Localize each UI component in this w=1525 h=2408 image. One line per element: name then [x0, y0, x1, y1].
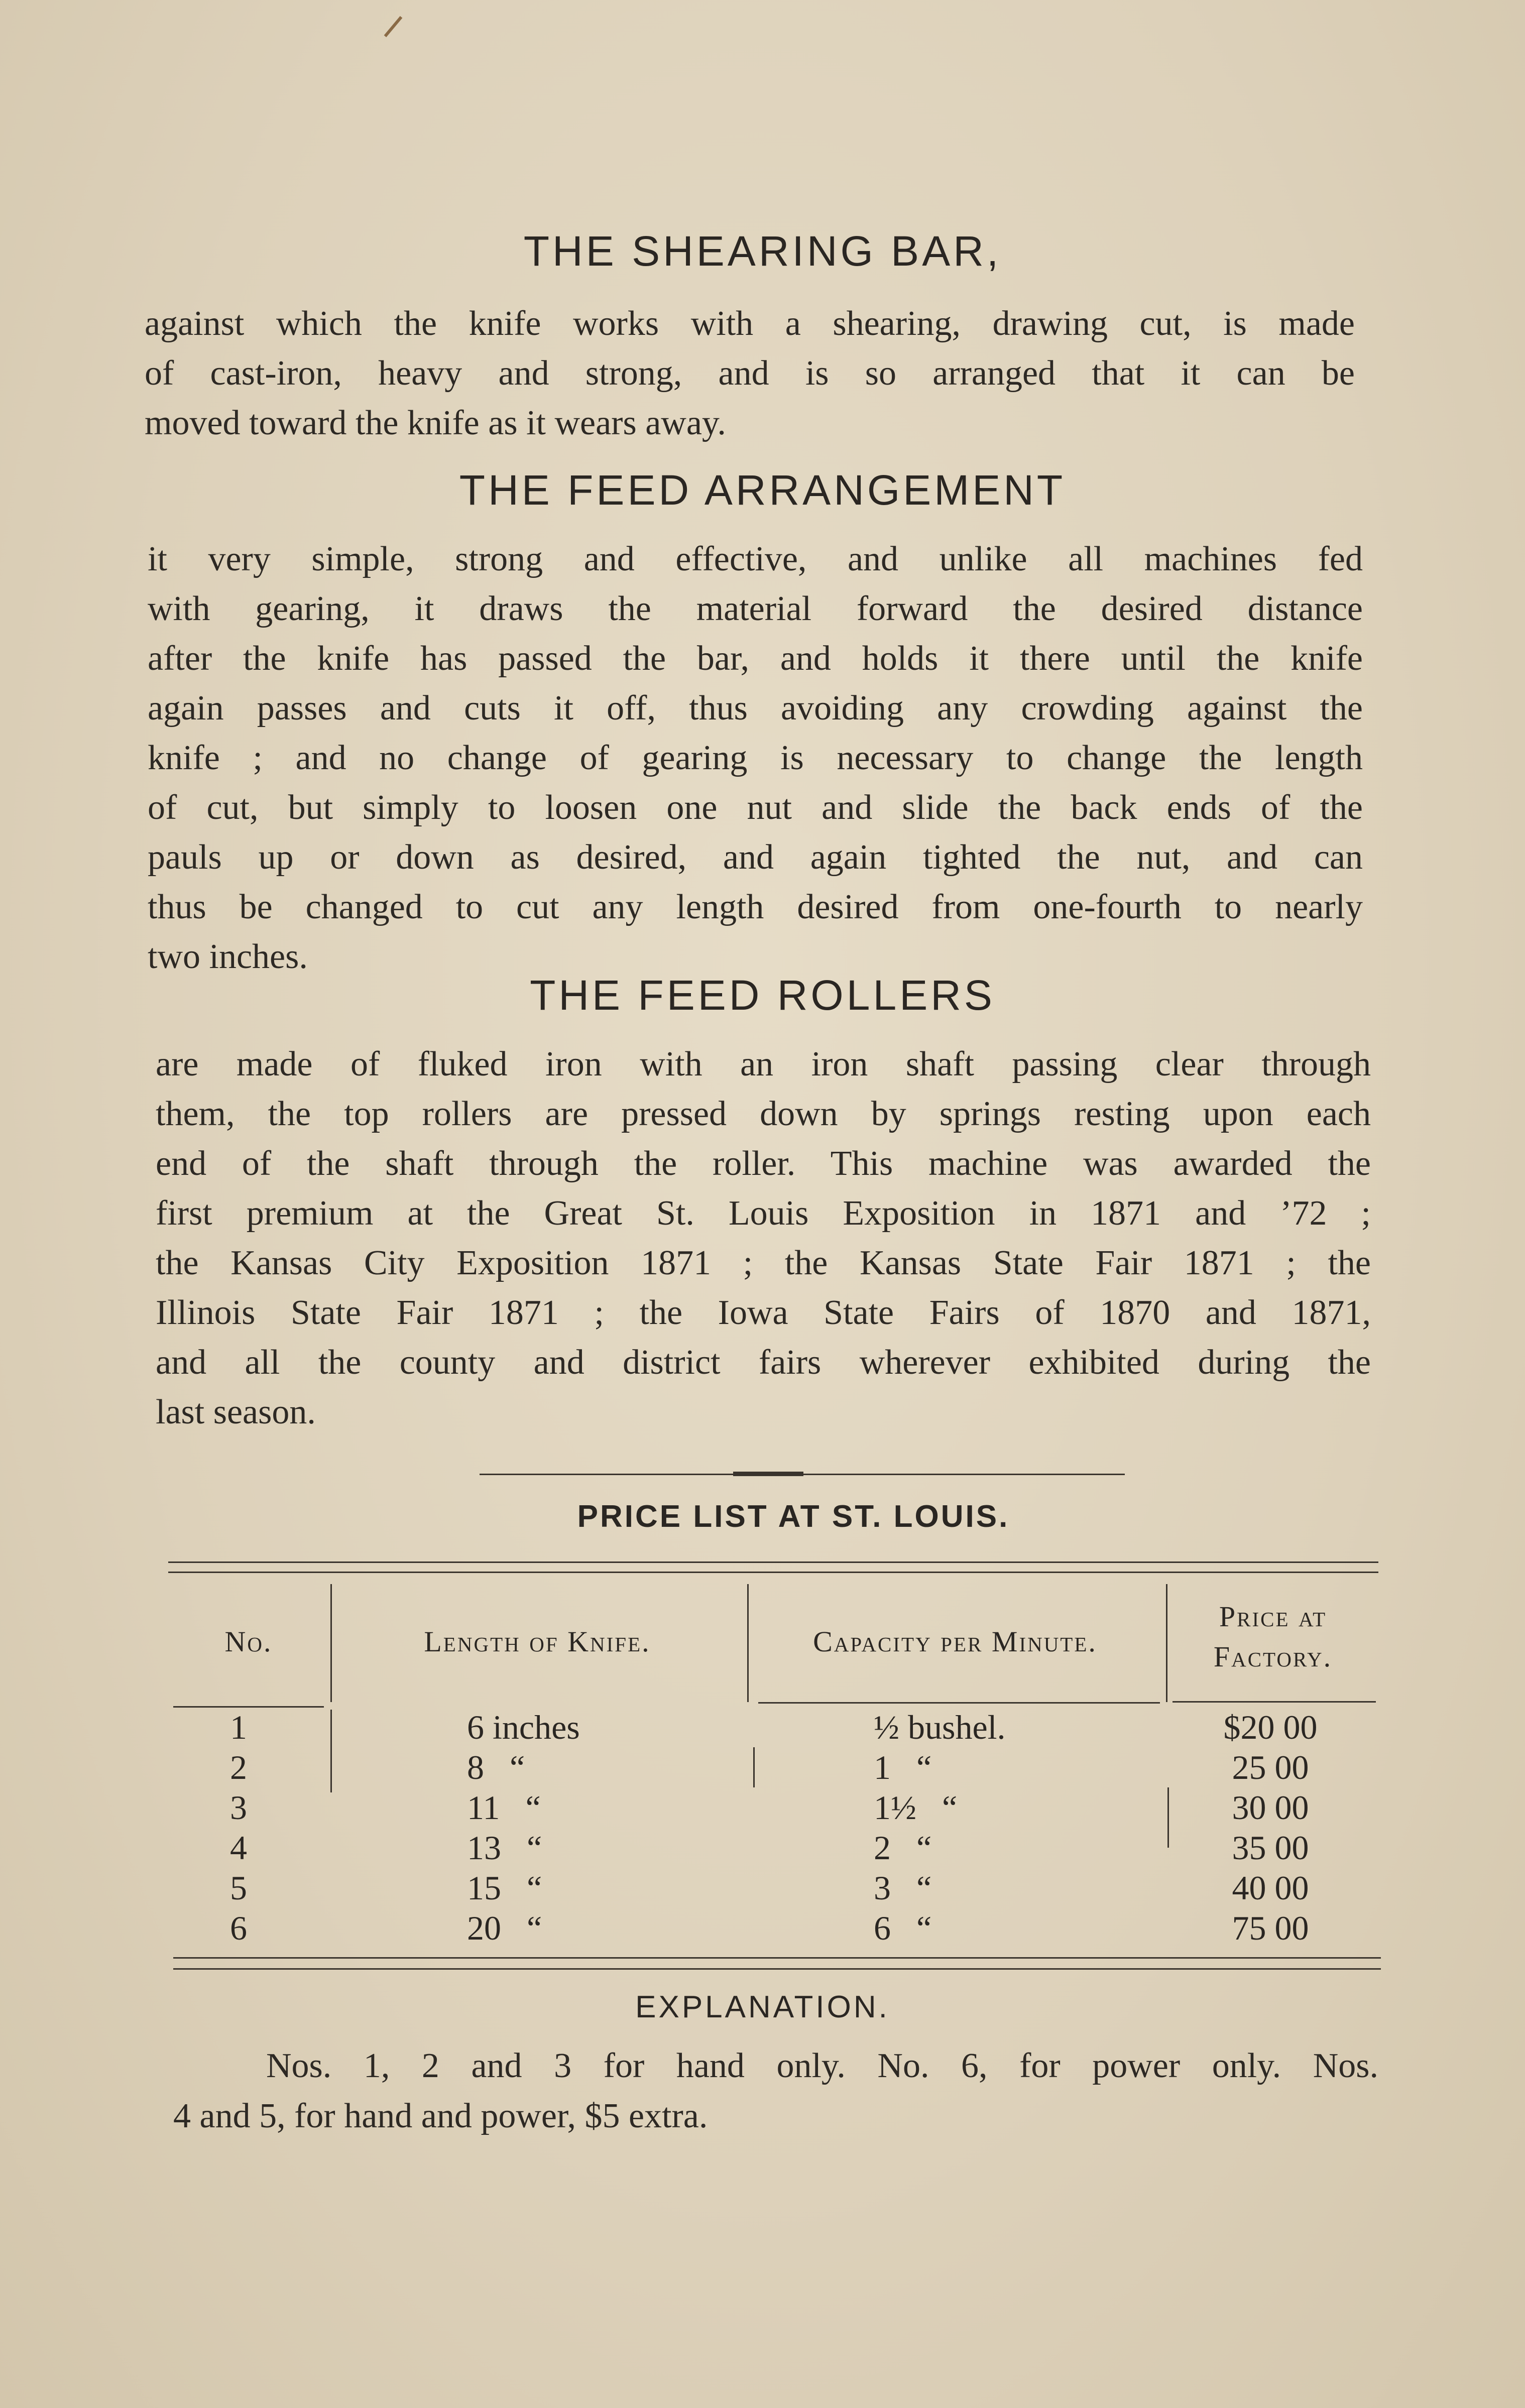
column-header-capacity: Capacity per Minute. [813, 1625, 1097, 1658]
cell-length: 20 “ [467, 1909, 542, 1947]
cell-no: 5 [230, 1869, 247, 1907]
column-divider [1166, 1584, 1167, 1702]
divider-accent [733, 1472, 803, 1476]
cell-capacity: 1½ “ [874, 1788, 958, 1827]
cell-length: 13 “ [467, 1829, 542, 1867]
column-header-price: Price at [1219, 1600, 1327, 1633]
column-divider [330, 1584, 332, 1702]
text-line: and all the county and district fairs wherever exhibited during the [156, 1343, 1371, 1382]
text-line: pauls up or down as desired, and again tighted the nut, and can [148, 838, 1363, 877]
cell-no: 2 [230, 1748, 247, 1786]
text-line: with gearing, it draws the material forward the desired distance [148, 589, 1363, 628]
table-top-rule [168, 1572, 1378, 1573]
cell-capacity: 6 “ [874, 1909, 932, 1947]
column-divider [747, 1584, 749, 1702]
text-line: Illinois State Fair 1871 ; the Iowa State Fairs of 1870 and 1871, [156, 1293, 1371, 1332]
paragraph-feed-arrangement [148, 534, 1363, 982]
text-line: again passes and cuts it off, thus avoiding any crowding against the [148, 689, 1363, 728]
text-line: knife ; and no change of gearing is necessary to change the length [148, 739, 1363, 777]
cell-no: 1 [230, 1708, 247, 1746]
text-line: end of the shaft through the roller. This machine was awarded the [156, 1144, 1371, 1183]
heading-feed-arrangement: THE FEED ARRANGEMENT [459, 466, 1066, 514]
text-line: of cast-iron, heavy and strong, and is so arranged that it can be [145, 354, 1355, 393]
cell-length: 6 inches [467, 1708, 580, 1746]
text-line: two inches. [148, 937, 308, 976]
explanation-line-1 [266, 2041, 1378, 2091]
ink-mark [384, 16, 403, 37]
text-line: after the knife has passed the bar, and holds it there until the knife [148, 639, 1363, 678]
cell-no: 3 [230, 1788, 247, 1827]
explanation-title: EXPLANATION. [635, 1990, 890, 2024]
explanation-line-2 [173, 2091, 1328, 2141]
text-line: thus be changed to cut any length desired from one-fourth to nearly [148, 888, 1363, 926]
cell-capacity: 2 “ [874, 1829, 932, 1867]
cell-price: 40 00 [1232, 1869, 1309, 1907]
header-underline [1172, 1701, 1376, 1703]
text-line: of cut, but simply to loosen one nut and slide the back ends of the [148, 788, 1363, 827]
text-line: the Kansas City Exposition 1871 ; the Kansas State Fair 1871 ; the [156, 1244, 1371, 1282]
text-line: are made of fluked iron with an iron shaft passing clear through [156, 1045, 1371, 1083]
cell-price: 25 00 [1232, 1748, 1309, 1786]
heading-shearing-bar: THE SHEARING BAR, [523, 227, 1002, 275]
text-line: them, the top rollers are pressed down by springs resting upon each [156, 1095, 1371, 1133]
heading-feed-rollers: THE FEED ROLLERS [530, 972, 995, 1019]
table-top-rule [168, 1561, 1378, 1563]
cell-price: 75 00 [1232, 1909, 1309, 1947]
text-line: it very simple, strong and effective, and unlike all machines fed [148, 540, 1363, 578]
paragraph-feed-rollers [156, 1039, 1371, 1437]
text-line: moved toward the knife as it wears away. [145, 404, 726, 442]
column-header-no: No. [224, 1625, 273, 1658]
column-header-price-line2: Factory. [1213, 1640, 1333, 1673]
text-line: against which the knife works with a shearing, drawing cut, is made [145, 304, 1355, 343]
cell-capacity: 1 “ [874, 1748, 932, 1786]
price-list-title: PRICE LIST AT ST. LOUIS. [577, 1499, 1010, 1534]
header-underline [758, 1702, 1160, 1704]
column-divider [1167, 1787, 1169, 1848]
table-bottom-rule [173, 1968, 1381, 1970]
cell-no: 6 [230, 1909, 247, 1947]
cell-length: 15 “ [467, 1869, 542, 1907]
cell-no: 4 [230, 1829, 247, 1867]
text-line: first premium at the Great St. Louis Exposition in 1871 and ’72 ; [156, 1194, 1371, 1233]
text-line: last season. [156, 1393, 316, 1431]
column-divider [330, 1710, 332, 1792]
cell-capacity: 3 “ [874, 1869, 932, 1907]
cell-price: 35 00 [1232, 1829, 1309, 1867]
text-line: Nos. 1, 2 and 3 for hand only. No. 6, for power only. Nos. [266, 2046, 1378, 2085]
paragraph-shearing-bar [145, 299, 1355, 448]
table-bottom-rule [173, 1957, 1381, 1959]
cell-price: 30 00 [1232, 1788, 1309, 1827]
cell-length: 8 “ [467, 1748, 525, 1786]
column-header-length: Length of Knife. [424, 1625, 651, 1658]
cell-length: 11 “ [467, 1788, 541, 1827]
cell-capacity: ½ bushel. [874, 1708, 1006, 1746]
text-line: 4 and 5, for hand and power, $5 extra. [173, 2097, 708, 2135]
cell-price: $20 00 [1223, 1708, 1318, 1746]
